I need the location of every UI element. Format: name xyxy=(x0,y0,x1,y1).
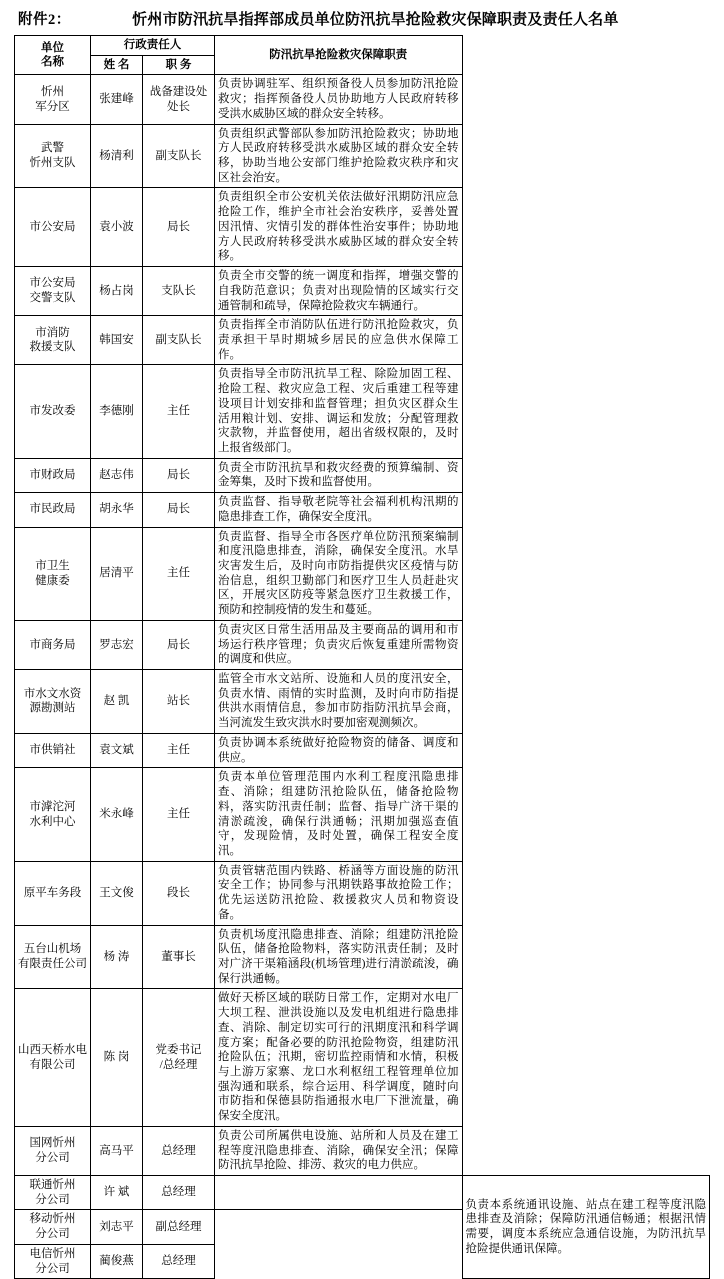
cell-unit-name xyxy=(15,989,91,1126)
table-row xyxy=(15,267,710,316)
cell-duty-text: 负责协调本系统做好抢险物资的储备、调度和供应。 xyxy=(215,733,463,767)
unit-name-line: 市公安局 xyxy=(29,220,76,233)
cell-unit-name xyxy=(15,1176,91,1210)
post-line: 总经理 xyxy=(161,1255,196,1268)
cell-person-name: 胡永华 xyxy=(91,493,143,527)
unit-name-line: 武警 xyxy=(41,142,64,155)
col-header-unit xyxy=(15,36,91,75)
unit-name-line: 忻州 xyxy=(41,85,64,98)
cell-unit-name xyxy=(15,124,91,188)
attachment-label: 附件2： xyxy=(18,12,71,28)
unit-name-line: 原平车务段 xyxy=(23,886,82,899)
unit-name-line: 市公安局 xyxy=(29,277,76,290)
unit-name-line: 水利中心 xyxy=(29,815,76,828)
responsibility-table xyxy=(14,35,710,1279)
cell-person-name: 韩国安 xyxy=(91,316,143,365)
cell-unit-name xyxy=(15,733,91,767)
cell-person-post xyxy=(143,365,215,458)
post-line: 主任 xyxy=(167,567,190,580)
cell-unit-name xyxy=(15,188,91,267)
unit-name-line: 健康委 xyxy=(35,574,70,587)
cell-person-name: 张建峰 xyxy=(91,75,143,124)
cell-person-post xyxy=(143,124,215,188)
table-row xyxy=(15,620,710,669)
cell-person-post xyxy=(143,1210,215,1244)
cell-person-post xyxy=(143,1176,215,1210)
unit-name-line: 联通忻州 xyxy=(29,1179,76,1192)
unit-name-line: 分公司 xyxy=(35,1228,70,1241)
cell-unit-name xyxy=(15,493,91,527)
table-row xyxy=(15,861,710,925)
cell-unit-name xyxy=(15,527,91,620)
unit-name-line: 国网忻州 xyxy=(29,1137,76,1150)
cell-unit-name xyxy=(15,365,91,458)
cell-unit-name xyxy=(15,620,91,669)
cell-duty-text: 负责指挥全市消防队伍进行防汛抢险救灾，负责承担干旱时期城乡居民的应急供水保障工作。 xyxy=(215,316,463,365)
cell-person-name: 许 斌 xyxy=(91,1176,143,1210)
cell-person-post xyxy=(143,1126,215,1175)
cell-unit-name xyxy=(15,458,91,492)
post-line: 副总经理 xyxy=(155,1220,202,1233)
col-header-unit-line1: 单位 xyxy=(41,41,64,54)
unit-name-line: 分公司 xyxy=(35,1193,70,1206)
post-line: 支队长 xyxy=(161,284,196,297)
table-row xyxy=(15,458,710,492)
cell-person-post xyxy=(143,768,215,861)
unit-name-line: 山西天桥水电 xyxy=(18,1043,87,1056)
unit-name-line: 救援支队 xyxy=(29,341,76,354)
cell-person-name: 杨 涛 xyxy=(91,925,143,989)
unit-name-line: 军分区 xyxy=(35,100,70,113)
post-line: 段长 xyxy=(167,886,190,899)
cell-person-name: 蔺俊燕 xyxy=(91,1244,143,1278)
cell-unit-name xyxy=(15,1126,91,1175)
cell-unit-name xyxy=(15,925,91,989)
cell-person-name: 赵志伟 xyxy=(91,458,143,492)
cell-duty-text: 负责组织武警部队参加防汛抢险救灾；协助地方人民政府转移受洪水威胁区域的群众安全转移，协助当地公安部门维护抢险救灾秩序和灾区社会治安。 xyxy=(215,124,463,188)
cell-duty-text: 负责本单位管理范围内水利工程度汛隐患排查、消除；组建防汛抢险队伍，储备抢险物料，落实防汛责任制；监督、指导广济干渠的清淤疏浚，确保行洪通畅；汛期加强巡查值守，发现险情，及时处置，确保工程安全度汛。 xyxy=(215,768,463,861)
cell-person-post xyxy=(143,989,215,1126)
post-line: 处长 xyxy=(167,100,190,113)
cell-person-post xyxy=(143,670,215,734)
post-line: 战备建设处 xyxy=(149,85,208,98)
col-header-unit-line2: 名称 xyxy=(41,56,64,69)
table-row xyxy=(15,768,710,861)
cell-person-post xyxy=(143,527,215,620)
cell-unit-name xyxy=(15,768,91,861)
post-line: 局长 xyxy=(167,503,190,516)
page-title: 忻州市防汛抗旱指挥部成员单位防汛抗旱抢险救灾保障职责及责任人名单 xyxy=(132,12,619,28)
post-line: 董事长 xyxy=(161,950,196,963)
table-body xyxy=(15,75,710,1279)
post-line: 副支队长 xyxy=(155,149,202,162)
cell-person-name: 袁文斌 xyxy=(91,733,143,767)
unit-name-line: 市发改委 xyxy=(29,405,76,418)
unit-name-line: 分公司 xyxy=(35,1151,70,1164)
cell-duty-text: 负责全市交警的统一调度和指挥，增强交警的自我防范意识；负责对出现险情的区域实行交通管制和疏导，保障抢险救灾车辆通行。 xyxy=(215,267,463,316)
table-row xyxy=(15,670,710,734)
col-header-duty: 防汛抗旱抢险救灾保障职责 xyxy=(215,36,463,75)
unit-name-line: 交警支队 xyxy=(29,292,76,305)
cell-unit-name xyxy=(15,861,91,925)
table-row xyxy=(15,316,710,365)
cell-duty-text: 负责本系统通讯设施、站点在建工程等度汛隐患排查及消除；保障防汛通信畅通；根据汛情需要，调度本系统应急通信设施，为防汛抗旱抢险提供通讯保障。 xyxy=(462,1176,710,1279)
post-line: 主任 xyxy=(167,405,190,418)
cell-unit-name xyxy=(15,1244,91,1278)
col-header-name: 姓 名 xyxy=(91,55,143,75)
cell-duty-text: 做好天桥区域的联防日常工作，定期对水电厂大坝工程、泄洪设施以及发电机组进行隐患排查、消除、制定切实可行的汛期度汛和科学调度方案；配备必要的防汛抢险物资，组建防汛抢险队伍；汛期，密切监控雨情和水情，积极与上游万家寨、龙口水利枢纽工程管理单位加强沟通和联系，综合运用、科学调度，随时向市防指和保德县防指通报水电厂下泄流量，确保安全度汛。 xyxy=(215,989,463,1126)
table-head xyxy=(15,36,710,75)
cell-person-name: 米永峰 xyxy=(91,768,143,861)
cell-duty-text xyxy=(215,1176,463,1210)
cell-person-post xyxy=(143,493,215,527)
cell-person-name: 高马平 xyxy=(91,1126,143,1175)
table-row xyxy=(15,989,710,1126)
cell-unit-name xyxy=(15,316,91,365)
table-row xyxy=(15,493,710,527)
cell-person-name: 刘志平 xyxy=(91,1210,143,1244)
cell-person-post xyxy=(143,316,215,365)
table-row xyxy=(15,925,710,989)
post-line: 局长 xyxy=(167,469,190,482)
post-line: 站长 xyxy=(167,695,190,708)
col-header-responsible-person: 行政责任人 xyxy=(91,36,215,56)
unit-name-line: 移动忻州 xyxy=(29,1213,76,1226)
cell-person-name: 罗志宏 xyxy=(91,620,143,669)
cell-duty-text: 负责公司所属供电设施、站所和人员及在建工程等度汛隐患排查、消除，确保安全汛；保障防汛抗旱抢险、排涝、救灾的电力供应。 xyxy=(215,1126,463,1175)
post-line: 主任 xyxy=(167,808,190,821)
unit-name-line: 市民政局 xyxy=(29,503,76,516)
unit-name-line: 源勘测站 xyxy=(29,702,76,715)
cell-person-name: 李德刚 xyxy=(91,365,143,458)
cell-person-name: 陈 岗 xyxy=(91,989,143,1126)
cell-duty-text: 负责监督、指导全市各医疗单位防汛预案编制和度汛隐患排查，消除，确保安全度汛。水旱灾害发生后，及时向市防指提供灾区疫情与防治信息，组织卫勤部门和医疗卫生人员赶赴灾区，开展灾区防疫等紧急医疗卫生救援工作，预防和控制疫情的发生和蔓延。 xyxy=(215,527,463,620)
unit-name-line: 市供销社 xyxy=(29,744,76,757)
cell-person-post xyxy=(143,188,215,267)
cell-unit-name xyxy=(15,670,91,734)
unit-name-line: 分公司 xyxy=(35,1262,70,1275)
table-header-row-1 xyxy=(15,36,710,56)
post-line: 局长 xyxy=(167,638,190,651)
post-line: 党委书记 xyxy=(155,1043,202,1056)
unit-name-line: 市滹沱河 xyxy=(29,800,76,813)
table-row xyxy=(15,733,710,767)
table-row xyxy=(15,1176,710,1210)
cell-duty-text: 负责机场度汛隐患排查、消除；组建防汛抢险队伍，储备抢险物料，落实防汛责任制；及时对广济干渠箱涵段(机场管理)进行清淤疏浚，确保行洪通畅。 xyxy=(215,925,463,989)
cell-person-post xyxy=(143,75,215,124)
cell-person-post xyxy=(143,1244,215,1278)
cell-person-name: 居清平 xyxy=(91,527,143,620)
cell-person-post xyxy=(143,733,215,767)
post-line: 总经理 xyxy=(161,1144,196,1157)
cell-duty-text: 负责管辖范围内铁路、桥涵等方面设施的防汛安全工作；协同参与汛期铁路事故抢险工作；优先运送防汛抢险、救援救灾人员和物资设备。 xyxy=(215,861,463,925)
cell-unit-name xyxy=(15,75,91,124)
col-header-post: 职 务 xyxy=(143,55,215,75)
cell-duty-text: 负责组织全市公安机关依法做好汛期防汛应急抢险工作，维护全市社会治安秩序，妥善处置因汛情、灾情引发的群体性治安事件；协助地方人民政府转移受洪水威胁区域的群众安全转移。 xyxy=(215,188,463,267)
cell-duty-text: 监管全市水文站所、设施和人员的度汛安全，负责水情、雨情的实时监测，及时向市防指提供洪水雨情信息，参加市防指防汛抗旱会商，当河流发生致灾洪水时要加密观测频次。 xyxy=(215,670,463,734)
table-row xyxy=(15,1126,710,1175)
unit-name-line: 五台山机场 xyxy=(23,943,82,956)
post-line: 主任 xyxy=(167,744,190,757)
cell-person-post xyxy=(143,861,215,925)
table-row xyxy=(15,188,710,267)
table-row xyxy=(15,75,710,124)
unit-name-line: 忻州支队 xyxy=(29,157,76,170)
cell-duty-text: 负责灾区日常生活用品及主要商品的调用和市场运行秩序管理；负责灾后恢复重建所需物资的调度和供应。 xyxy=(215,620,463,669)
unit-name-line: 有限责任公司 xyxy=(18,957,87,970)
cell-duty-text: 负责监督、指导敬老院等社会福利机构汛期的隐患排查工作，确保安全度汛。 xyxy=(215,493,463,527)
cell-unit-name xyxy=(15,267,91,316)
unit-name-line: 市卫生 xyxy=(35,560,70,572)
cell-person-name: 杨占岗 xyxy=(91,267,143,316)
cell-person-name: 杨清利 xyxy=(91,124,143,188)
unit-name-line: 电信忻州 xyxy=(29,1247,76,1260)
unit-name-line: 市财政局 xyxy=(29,469,76,482)
unit-name-line: 市商务局 xyxy=(29,638,76,651)
cell-duty-text: 负责指导全市防汛抗旱工程、除险加固工程、抢险工程、救灾应急工程、灾后重建工程等建设项目计划安排和监督管理；担负灾区群众生活用粮计划、安排、调运和发放；分配管理救灾款物，并监督使用，超出省级权限的，及时上报省级部门。 xyxy=(215,365,463,458)
cell-person-name: 赵 凯 xyxy=(91,670,143,734)
cell-person-post xyxy=(143,458,215,492)
unit-name-line: 市消防 xyxy=(35,326,70,339)
cell-unit-name xyxy=(15,1210,91,1244)
cell-duty-text: 负责协调驻军、组织预备役人员参加防汛抢险救灾；指挥预备役人员协助地方人民政府转移受洪水威胁区域的群众安全转移。 xyxy=(215,75,463,124)
table-row xyxy=(15,365,710,458)
document-header xyxy=(14,8,710,29)
table-row xyxy=(15,124,710,188)
post-line: 副支队长 xyxy=(155,333,202,346)
cell-person-name: 王文俊 xyxy=(91,861,143,925)
post-line: 局长 xyxy=(167,220,190,233)
cell-person-post xyxy=(143,267,215,316)
unit-name-line: 有限公司 xyxy=(29,1058,76,1071)
unit-name-line: 市水文水资 xyxy=(23,687,82,700)
cell-duty-text: 负责全市防汛抗旱和救灾经费的预算编制、资金筹集，及时下拨和监督使用。 xyxy=(215,458,463,492)
table-row xyxy=(15,527,710,620)
cell-person-post xyxy=(143,620,215,669)
cell-person-post xyxy=(143,925,215,989)
post-line: /总经理 xyxy=(159,1058,198,1071)
post-line: 总经理 xyxy=(161,1186,196,1199)
cell-person-name: 袁小波 xyxy=(91,188,143,267)
